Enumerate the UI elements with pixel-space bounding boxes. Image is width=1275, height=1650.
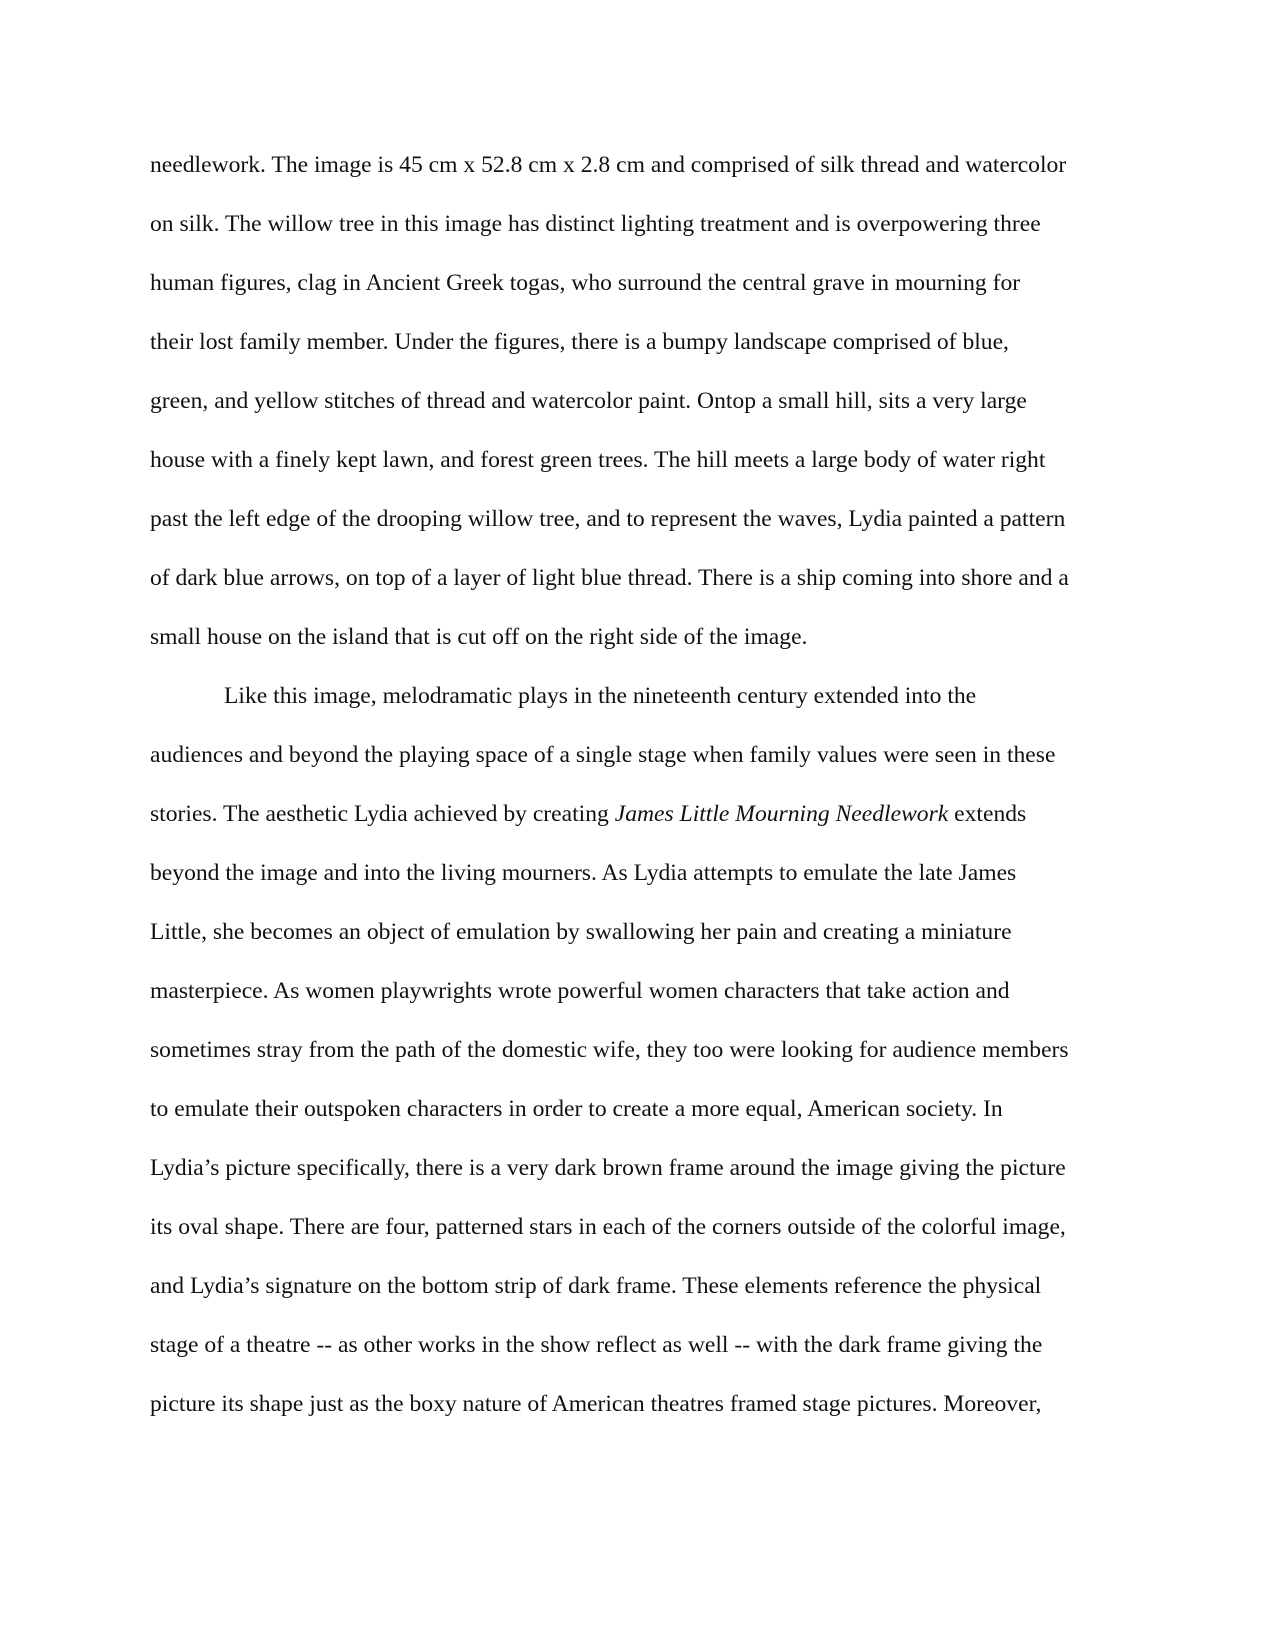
text-line: their lost family member. Under the figures, there is a bumpy landscape comprised of blue, [150, 329, 1009, 355]
text-line-indented: Like this image, melodramatic plays in the nineteenth century extended into the [224, 683, 977, 709]
paragraph-1 [150, 136, 1125, 667]
text-line: small house on the island that is cut off on the right side of the image. [150, 624, 808, 650]
text-line: sometimes stray from the path of the domestic wife, they too were looking for audience members [150, 1037, 1069, 1063]
text-line: green, and yellow stitches of thread and watercolor paint. Ontop a small hill, sits a very large [150, 388, 1027, 414]
text-line: to emulate their outspoken characters in order to create a more equal, American society. In [150, 1096, 1003, 1122]
text-line: Lydia’s picture specifically, there is a very dark brown frame around the image giving the picture [150, 1155, 1066, 1181]
text-line: beyond the image and into the living mourners. As Lydia attempts to emulate the late James [150, 860, 1017, 886]
text-line: Little, she becomes an object of emulation by swallowing her pain and creating a miniature [150, 919, 1012, 945]
artwork-title: James Little Mourning Needlework [614, 801, 949, 827]
text-line: stage of a theatre -- as other works in the show reflect as well -- with the dark frame giving the [150, 1332, 1043, 1358]
body-text [150, 136, 1125, 1434]
text-line: its oval shape. There are four, patterned stars in each of the corners outside of the colorful image, [150, 1214, 1066, 1240]
text-line: audiences and beyond the playing space of a single stage when family values were seen in these [150, 742, 1056, 768]
text-line: picture its shape just as the boxy nature of American theatres framed stage pictures. Moreover, [150, 1391, 1042, 1417]
text-line: on silk. The willow tree in this image has distinct lighting treatment and is overpowering three [150, 211, 1041, 237]
text-line: and Lydia’s signature on the bottom strip of dark frame. These elements reference the physical [150, 1273, 1042, 1299]
text-line: past the left edge of the drooping willow tree, and to represent the waves, Lydia painted a pattern [150, 506, 1066, 532]
text-line-with-title [150, 785, 1125, 844]
text-line: masterpiece. As women playwrights wrote powerful women characters that take action and [150, 978, 1010, 1004]
text-line: human figures, clag in Ancient Greek togas, who surround the central grave in mourning for [150, 270, 1021, 296]
text-line: needlework. The image is 45 cm x 52.8 cm x 2.8 cm and comprised of silk thread and watercolor [150, 152, 1067, 178]
text-line: of dark blue arrows, on top of a layer of light blue thread. There is a ship coming into shore and a [150, 565, 1069, 591]
text-segment: extends [948, 801, 1027, 827]
text-segment: stories. The aesthetic Lydia achieved by creating [150, 801, 615, 827]
text-line: house with a finely kept lawn, and forest green trees. The hill meets a large body of water right [150, 447, 1046, 473]
paragraph-2 [150, 667, 1125, 1434]
